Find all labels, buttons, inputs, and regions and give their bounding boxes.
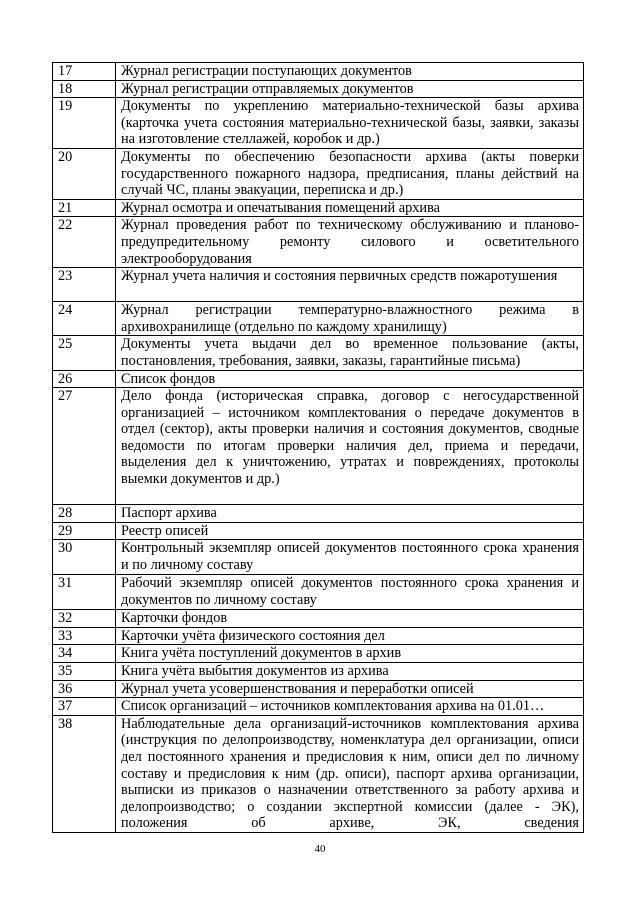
row-description: Контрольный экземпляр описей документов постоянного срока хранения и по личному составу: [116, 540, 584, 575]
row-description: Журнал регистрации отправляемых документов: [116, 80, 584, 98]
row-description: Журнал проведения работ по техническому обслуживанию и планово-предупредительному ремонту силового и осветительного электрооборудования: [116, 217, 584, 268]
table-row: [53, 505, 584, 523]
page-number: 40: [314, 843, 326, 855]
table-row: [53, 663, 584, 681]
row-number: 27: [53, 388, 116, 505]
row-description: Список фондов: [116, 370, 584, 388]
row-number: 31: [53, 575, 116, 610]
row-description: Журнал учета наличия и состояния первичных средств пожаротушения: [116, 268, 584, 302]
table-row: [53, 148, 584, 199]
table-row: [53, 522, 584, 540]
table-row: [53, 370, 584, 388]
row-number: 37: [53, 698, 116, 716]
table-row: [53, 268, 584, 302]
table-row: [53, 199, 584, 217]
row-number: 24: [53, 302, 116, 336]
row-description: Журнал регистрации температурно-влажностного режима в архивохранилище (отдельно по каждому хранилищу): [116, 302, 584, 336]
row-description: Реестр описей: [116, 522, 584, 540]
row-number: 32: [53, 610, 116, 628]
table-row: [53, 610, 584, 628]
table-row: [53, 63, 584, 81]
table-row: [53, 388, 584, 505]
table-row: [53, 575, 584, 610]
row-number: 20: [53, 148, 116, 199]
table-row: [53, 98, 584, 149]
row-description: Журнал осмотра и опечатывания помещений архива: [116, 199, 584, 217]
table-row: [53, 80, 584, 98]
row-number: 33: [53, 627, 116, 645]
row-description: Журнал регистрации поступающих документов: [116, 63, 584, 81]
table-row: [53, 715, 584, 832]
row-number: 28: [53, 505, 116, 523]
table-row: [53, 680, 584, 698]
table-row: [53, 217, 584, 268]
row-number: 21: [53, 199, 116, 217]
row-description: Книга учёта выбытия документов из архива: [116, 663, 584, 681]
row-number: 25: [53, 336, 116, 370]
row-description: Карточки учёта физического состояния дел: [116, 627, 584, 645]
row-number: 36: [53, 680, 116, 698]
records-table: [52, 62, 584, 833]
table-row: [53, 627, 584, 645]
row-number: 34: [53, 645, 116, 663]
row-description: Книга учёта поступлений документов в архив: [116, 645, 584, 663]
row-number: 38: [53, 715, 116, 832]
row-description: Список организаций – источников комплектования архива на 01.01…: [116, 698, 584, 716]
table-row: [53, 336, 584, 370]
row-description: Документы по обеспечению безопасности архива (акты поверки государственного пожарного надзора, предписания, планы действий на случай ЧС, планы эвакуации, переписка и др.): [116, 148, 584, 199]
row-description: Рабочий экземпляр описей документов постоянного срока хранения и документов по личному составу: [116, 575, 584, 610]
row-number: 23: [53, 268, 116, 302]
row-description: Документы по укреплению материально-технической базы архива (карточка учета состояния материально-технической базы, заявки, заказы на изготовление стеллажей, коробок и др.): [116, 98, 584, 149]
row-description: Журнал учета усовершенствования и переработки описей: [116, 680, 584, 698]
row-number: 35: [53, 663, 116, 681]
row-number: 26: [53, 370, 116, 388]
row-description: Паспорт архива: [116, 505, 584, 523]
row-number: 17: [53, 63, 116, 81]
row-number: 30: [53, 540, 116, 575]
row-description: Дело фонда (историческая справка, договор с негосударственной организацией – источником комплектования о передаче документов в отдел (сектор), акты проверки наличия и состояния документов, сводные ведомости по итогам проверки наличия дел, приема и передачи, выделения дел к уничтожению, утратах и повреждениях, протоколы выемки документов и др.): [116, 388, 584, 505]
row-number: 29: [53, 522, 116, 540]
row-number: 22: [53, 217, 116, 268]
table-row: [53, 645, 584, 663]
records-table-body: [53, 63, 584, 833]
row-number: 19: [53, 98, 116, 149]
table-row: [53, 698, 584, 716]
table-row: [53, 540, 584, 575]
row-description: Документы учета выдачи дел во временное пользование (акты, постановления, требования, заявки, заказы, гарантийные письма): [116, 336, 584, 370]
row-description: Наблюдательные дела организаций-источников комплектования архива (инструкция по делопроизводству, номенклатура дел организации, описи дел постоянного хранения и предисловия к ним, описи дел по личному составу и предисловия к ним (др. описи), паспорт архива организации, выписки из приказов о назначении ответственного за работу архива и делопроизводство; о создании экспертной комиссии (далее - ЭК), положения об архиве, ЭК, сведения: [116, 715, 584, 832]
row-description: Карточки фондов: [116, 610, 584, 628]
table-row: [53, 302, 584, 336]
row-number: 18: [53, 80, 116, 98]
